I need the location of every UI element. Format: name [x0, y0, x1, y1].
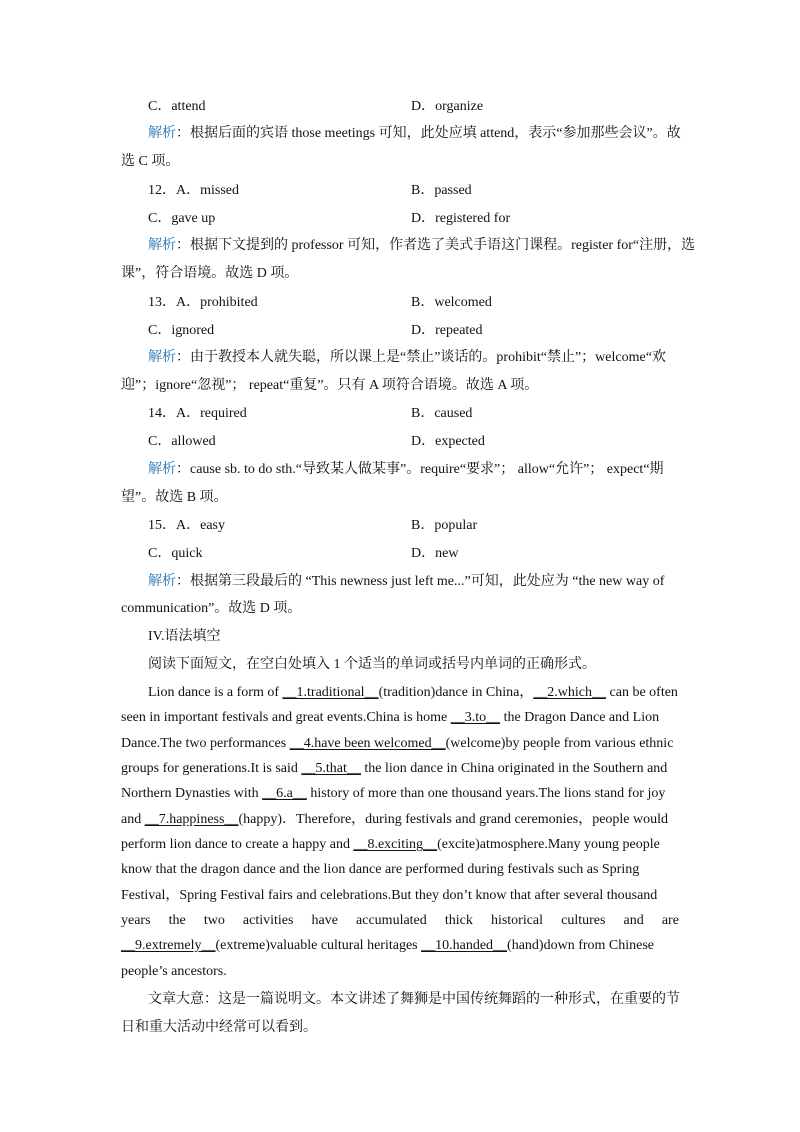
- option-b: B．passed: [411, 183, 472, 198]
- option-a: 12．A．missed: [148, 183, 239, 198]
- blank-answer: __7.happiness__: [144, 812, 239, 827]
- analysis-label: 解析: [148, 126, 176, 141]
- passage-line-1: Lion dance is a form of __1.traditional__(tradition)dance in China，__2.which__ can be often: [148, 685, 678, 700]
- option-c: C．gave up: [148, 211, 216, 226]
- passage-line-10: years the two activities have accumulated thick historical cultures and are: [121, 913, 679, 928]
- option-b: B．welcomed: [411, 295, 492, 310]
- passage-line-2: seen in important festivals and great events.China is home __3.to__ the Dragon Dance and Lion: [121, 710, 660, 725]
- option-a: 15．A．easy: [148, 518, 225, 533]
- q12-analysis-line1: 解析：根据下文提到的 professor 可知，作者选了美式手语这门课程。register for“注册，选: [148, 238, 696, 253]
- q13-analysis-line2: 迎”；ignore“忽视”； repeat“重复”。只有 A 项符合语境。故选 A 项。: [121, 378, 539, 393]
- passage-line-7: perform lion dance to create a happy and __8.exciting__(excite)atmosphere.Many young people: [121, 837, 660, 852]
- option-c: C．ignored: [148, 323, 215, 338]
- option-d: D．expected: [411, 434, 485, 449]
- q11-analysis-line1: 解析：根据后面的宾语 those meetings 可知，此处应填 attend，表示“参加那些会议”。故: [148, 126, 681, 141]
- option-c: C．quick: [148, 546, 203, 561]
- option-a: 14．A．required: [148, 406, 247, 421]
- passage-line-9: Festival，Spring Festival fairs and celebrations.But they don’t know that after several thousand: [121, 888, 658, 903]
- passage-line-12: people’s ancestors.: [121, 964, 227, 979]
- option-c: C．attend: [148, 99, 206, 114]
- blank-answer: __4.have been welcomed__: [289, 736, 446, 751]
- passage-line-6: and __7.happiness__(happy)．Therefore，during festivals and grand ceremonies，people would: [121, 812, 669, 827]
- blank-answer: __9.extremely__: [121, 938, 216, 953]
- q15-analysis-line2: communication”。故选 D 项。: [121, 601, 302, 616]
- analysis-label: 解析: [148, 350, 176, 365]
- option-b: B．popular: [411, 518, 478, 533]
- q15-analysis-line1: 解析：根据第三段最后的 “This newness just left me...”可知，此处应为 “the new way of: [148, 574, 665, 589]
- blank-answer: __1.traditional__: [282, 685, 379, 700]
- analysis-label: 解析: [148, 238, 176, 253]
- option-a: 13．A．prohibited: [148, 295, 258, 310]
- option-c: C．allowed: [148, 434, 216, 449]
- blank-answer: __10.handed__: [421, 938, 508, 953]
- passage-line-4: groups for generations.It is said __5.that__ the lion dance in China originated in the Southern and: [121, 761, 668, 776]
- q13-analysis-line1: 解析：由于教授本人就失聪，所以课上是“禁止”谈话的。prohibit“禁止”；welcome“欢: [148, 350, 666, 365]
- passage-line-5: Northern Dynasties with __6.a__ history of more than one thousand years.The lions stand for joy: [121, 786, 666, 801]
- summary-line-2: 日和重大活动中经常可以看到。: [121, 1020, 317, 1035]
- q12-analysis-line2: 课”，符合语境。故选 D 项。: [121, 266, 299, 281]
- q14-analysis-line1: 解析：cause sb. to do sth.“导致某人做某事”。require“要求”； allow“允许”； expect“期: [148, 462, 664, 477]
- blank-answer: __6.a__: [262, 786, 307, 801]
- passage-line-3: Dance.The two performances __4.have been welcomed__(welcome)by people from various ethnic: [121, 736, 674, 751]
- passage-line-8: know that the dragon dance and the lion dance are performed during festivals such as Spring: [121, 862, 640, 877]
- summary-line-1: 文章大意：这是一篇说明文。本文讲述了舞狮是中国传统舞蹈的一种形式，在重要的节: [148, 992, 680, 1007]
- analysis-label: 解析: [148, 462, 176, 477]
- option-d: D．registered for: [411, 211, 511, 226]
- option-d: D．repeated: [411, 323, 483, 338]
- q11-analysis-line2: 选 C 项。: [121, 154, 180, 169]
- analysis-label: 解析: [148, 574, 176, 589]
- passage-line-11: __9.extremely__(extreme)valuable cultural heritages __10.handed__(hand)down from Chinese: [121, 938, 655, 953]
- section-title: IV.语法填空: [148, 629, 221, 644]
- blank-answer: __5.that__: [301, 761, 361, 776]
- blank-answer: __3.to__: [450, 710, 501, 725]
- option-d: D．organize: [411, 99, 484, 114]
- section-instruction: 阅读下面短文，在空白处填入 1 个适当的单词或括号内单词的正确形式。: [148, 657, 596, 672]
- option-d: D．new: [411, 546, 459, 561]
- blank-answer: __2.which__: [533, 685, 607, 700]
- option-b: B．caused: [411, 406, 473, 421]
- blank-answer: __8.exciting__: [353, 837, 438, 852]
- q14-analysis-line2: 望”。故选 B 项。: [121, 490, 228, 505]
